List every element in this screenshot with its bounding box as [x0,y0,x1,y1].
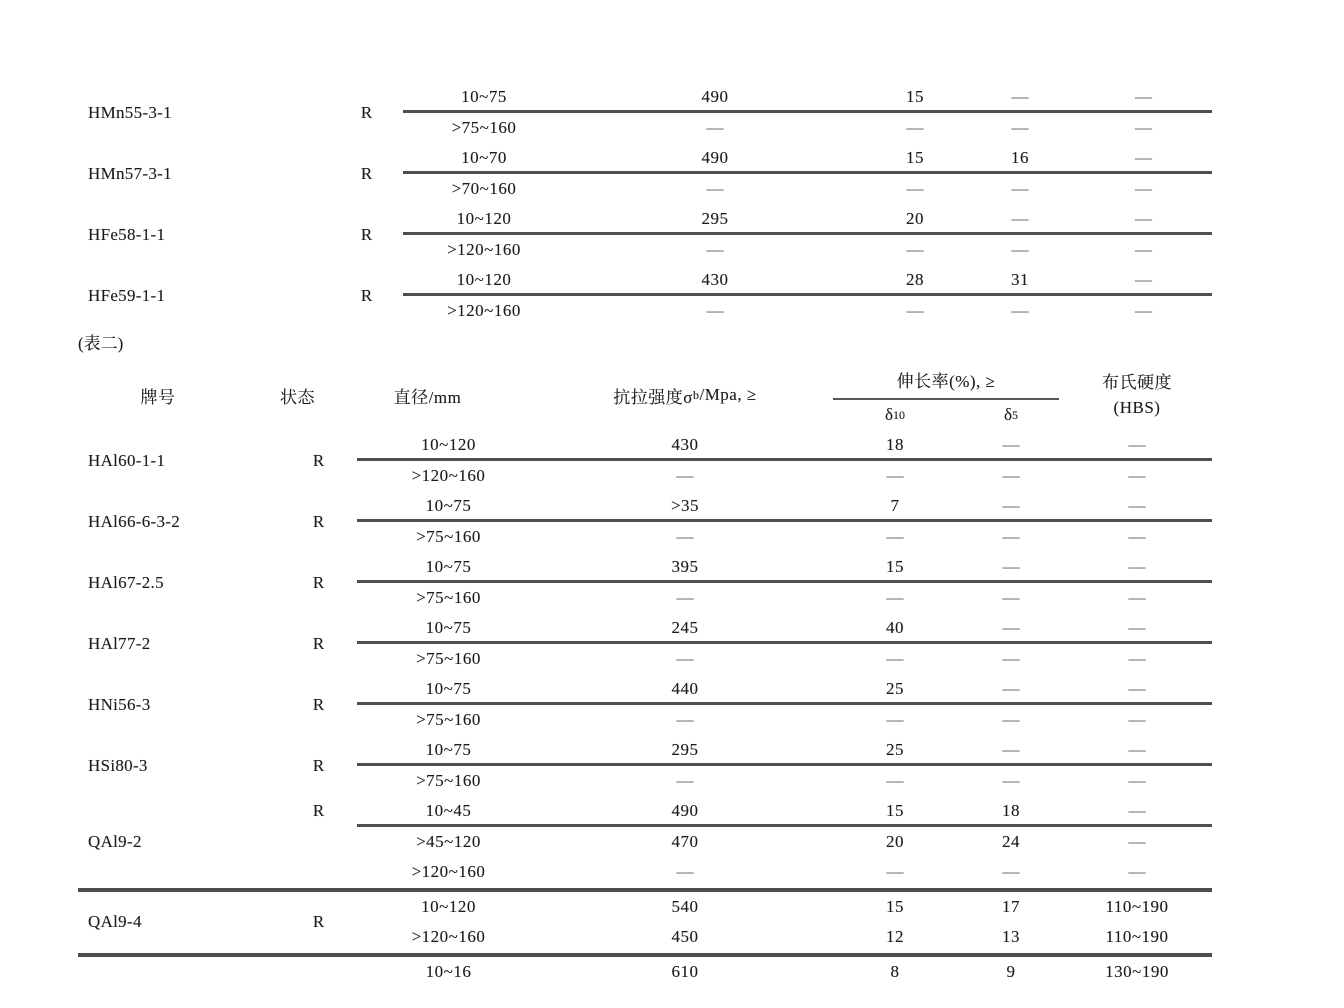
cell-d10: — [906,300,924,320]
cell-dia: >45~120 [416,831,481,851]
row-divider-line [357,702,1212,705]
cell-tensile: 295 [671,740,699,760]
cell-tensile: — [706,239,724,259]
hardness-line1: 布氏硬度 [1102,372,1172,392]
header-state: 状态 [280,387,315,407]
table-row-group [78,430,1212,491]
row-divider-line [403,110,1212,113]
cell-hbs: — [1135,239,1152,259]
cell-d5: — [1002,618,1020,638]
cell-d5: 18 [1002,801,1020,821]
row-divider-line [403,232,1212,235]
table2 [78,430,1212,987]
cell-tensile: — [676,770,694,790]
cell-d10: — [886,587,904,607]
header-delta10: δ 10 [884,405,905,424]
table-row-group [78,265,1212,326]
cell-d5: — [1011,117,1029,137]
grade-cell: HFe59-1-1 [88,285,166,305]
state-cell: R [312,755,325,775]
cell-dia: 10~70 [461,148,507,168]
cell-d5: — [1002,648,1020,668]
table1 [78,82,1212,326]
cell-d10: 18 [886,435,904,455]
cell-d10: 28 [906,270,924,290]
state-cell: R [312,450,325,470]
cell-tensile: — [706,117,724,137]
cell-dia: >75~160 [416,648,481,668]
cell-dia: >120~160 [447,300,521,320]
table-row-group [78,204,1212,265]
grade-cell: HMn55-3-1 [88,102,172,122]
cell-dia: 10~45 [425,801,472,821]
cell-dia: 10~120 [421,435,476,455]
cell-tensile: — [676,862,694,882]
cell-d10: 25 [886,679,904,699]
table-row-group [78,552,1212,613]
cell-d10: — [886,770,904,790]
row-divider-line [357,763,1212,766]
cell-d5: — [1002,709,1020,729]
table-row-group [78,143,1212,204]
cell-hbs: 130~190 [1105,961,1169,981]
cell-d5: — [1011,300,1029,320]
cell-dia: 10~75 [461,87,507,107]
state-cell: R [360,285,373,305]
cell-dia: >75~160 [416,587,481,607]
cell-d10: 40 [886,618,904,638]
cell-hbs: 110~190 [1105,896,1169,916]
cell-hbs: — [1128,435,1146,455]
header-elongation-group [830,360,1062,430]
cell-hbs: — [1128,526,1146,546]
grade-cell: HMn57-3-1 [88,163,172,183]
cell-hbs: — [1135,148,1152,168]
cell-d10: 7 [890,496,900,516]
cell-d10: — [886,526,904,546]
row-divider-line [403,293,1212,296]
cell-tensile: 430 [701,270,729,290]
grade-cell: QAl9-4 [88,912,142,931]
header-hardness [1062,360,1212,430]
state-cell: R [360,163,373,183]
cell-d10: 12 [886,927,904,947]
table-row-group [78,796,1212,892]
cell-hbs: — [1135,270,1152,290]
tensile-label-prefix: 抗拉强度σ [613,387,693,407]
state-cell: R [312,801,325,821]
cell-tensile: — [676,648,694,668]
table-row-group [78,674,1212,735]
cell-dia: >120~160 [411,927,486,947]
grade-cell: HNi56-3 [88,694,151,714]
cell-hbs: — [1128,618,1146,638]
cell-dia: 10~120 [421,896,476,916]
grade-cell: HAl66-6-3-2 [88,511,181,531]
cell-dia: 10~75 [425,496,472,516]
cell-hbs: — [1128,465,1146,485]
cell-dia: 10~16 [425,961,472,981]
cell-d5: — [1002,862,1020,882]
cell-d5: 17 [1002,896,1020,916]
cell-tensile: 450 [671,927,699,947]
table-row-group [78,613,1212,674]
cell-hbs: — [1128,709,1146,729]
cell-tensile: — [676,465,694,485]
cell-dia: 10~75 [425,679,472,699]
cell-d10: 8 [890,961,900,981]
tensile-label-suffix: /Mpa, ≥ [699,385,757,404]
cell-d5: 9 [1006,961,1016,981]
table-row-group [78,82,1212,143]
cell-hbs: — [1128,587,1146,607]
cell-d10: 15 [886,896,904,916]
cell-d10: — [886,648,904,668]
table-row-group [78,491,1212,552]
cell-d5: — [1002,496,1020,516]
row-divider-line [403,171,1212,174]
state-cell: R [312,511,325,531]
cell-tensile: 490 [701,148,729,168]
cell-d5: — [1002,465,1020,485]
cell-hbs: — [1128,740,1146,760]
cell-d5: — [1002,526,1020,546]
cell-d10: — [906,239,924,259]
cell-d10: 25 [886,740,904,760]
cell-tensile: 610 [671,961,699,981]
cell-hbs: — [1128,770,1146,790]
cell-tensile: — [706,300,724,320]
cell-d5: — [1002,679,1020,699]
cell-tensile: 470 [671,831,699,851]
cell-dia: >70~160 [451,178,517,198]
header-diameter: 直径/mm [393,387,462,407]
header-grade: 牌号 [140,387,176,407]
elongation-subcolumns [830,400,1062,430]
cell-d5: — [1011,87,1029,107]
row-divider-line [357,580,1212,583]
state-cell: R [312,694,325,714]
table-row-group [78,735,1212,796]
cell-hbs: — [1135,300,1152,320]
grade-cell: HAl77-2 [88,633,151,653]
cell-dia: 10~75 [425,557,472,577]
grade-cell: QAl9-2 [88,831,142,851]
cell-dia: >120~160 [447,239,521,259]
cell-d5: — [1002,587,1020,607]
cell-dia: 10~75 [425,618,472,638]
cell-d5: — [1011,209,1029,229]
cell-tensile: 440 [671,679,699,699]
cell-hbs: — [1128,862,1146,882]
cell-d10: 15 [886,557,904,577]
state-cell: R [360,102,373,122]
cell-tensile: — [676,709,694,729]
cell-d5: 24 [1002,831,1020,851]
cell-d10: — [886,862,904,882]
state-cell: R [312,912,325,931]
cell-d5: — [1002,740,1020,760]
cell-hbs: 110~190 [1105,927,1169,947]
grade-cell: HSi80-3 [88,755,148,775]
cell-hbs: — [1128,648,1146,668]
cell-hbs: — [1135,178,1152,198]
hardness-line2: (HBS) [1113,398,1161,417]
grade-cell: HFe58-1-1 [88,224,166,244]
cell-d10: — [906,117,924,137]
cell-dia: >120~160 [411,465,486,485]
cell-d10: 20 [886,831,904,851]
cell-hbs: — [1128,801,1146,821]
state-cell: R [312,572,325,592]
grade-cell: HAl67-2.5 [88,572,164,592]
cell-hbs: — [1128,679,1146,699]
cell-tensile: — [706,178,724,198]
header-delta5: δ 5 [1003,405,1018,424]
cell-hbs: — [1135,117,1152,137]
cell-tensile: 490 [701,87,729,107]
table-row-group [78,957,1212,988]
table-row-group [78,892,1212,957]
delta10-base: δ [884,405,893,424]
cell-d10: 20 [906,209,924,229]
cell-dia: 10~120 [456,209,512,229]
cell-hbs: — [1128,496,1146,516]
cell-d5: — [1011,178,1029,198]
cell-d10: 15 [906,148,924,168]
cell-tensile: 540 [671,896,699,916]
cell-d10: — [906,178,924,198]
cell-hbs: — [1135,87,1152,107]
grade-cell: HAl60-1-1 [88,450,166,470]
cell-dia: >120~160 [411,862,486,882]
cell-d5: 31 [1011,270,1029,290]
cell-d10: — [886,465,904,485]
cell-tensile: — [676,587,694,607]
cell-dia: 10~75 [425,740,472,760]
table2-caption: (表二) [78,333,124,353]
cell-tensile: 490 [671,801,699,821]
cell-d5: 16 [1011,148,1029,168]
cell-dia: >75~160 [416,709,481,729]
cell-d5: — [1002,770,1020,790]
header-tensile: 抗拉强度σ b /Mpa, ≥ [540,360,830,430]
header-elongation-label: 伸长率(%), ≥ [896,371,996,391]
cell-d10: 15 [906,87,924,107]
cell-d5: — [1002,435,1020,455]
cell-tensile: 245 [671,618,699,638]
row-divider-line [357,519,1212,522]
cell-hbs: — [1128,557,1146,577]
cell-tensile: 430 [671,435,699,455]
cell-dia: >75~160 [451,117,517,137]
row-divider-line [357,824,1212,827]
cell-dia: >75~160 [416,770,481,790]
state-cell: R [360,224,373,244]
cell-d5: 13 [1002,927,1020,947]
delta5-base: δ [1003,405,1012,424]
row-divider-line [357,458,1212,461]
cell-tensile: — [676,526,694,546]
cell-tensile: 295 [701,209,729,229]
cell-dia: 10~120 [456,270,512,290]
state-cell: R [312,633,325,653]
row-divider-line [357,641,1212,644]
cell-tensile: >35 [670,496,700,516]
cell-d10: — [886,709,904,729]
cell-hbs: — [1135,209,1152,229]
cell-d10: 15 [886,801,904,821]
table2-header [78,360,1212,430]
cell-d5: — [1002,557,1020,577]
cell-tensile: 395 [671,557,699,577]
cell-dia: >75~160 [416,526,481,546]
cell-d5: — [1011,239,1029,259]
cell-hbs: — [1128,831,1146,851]
